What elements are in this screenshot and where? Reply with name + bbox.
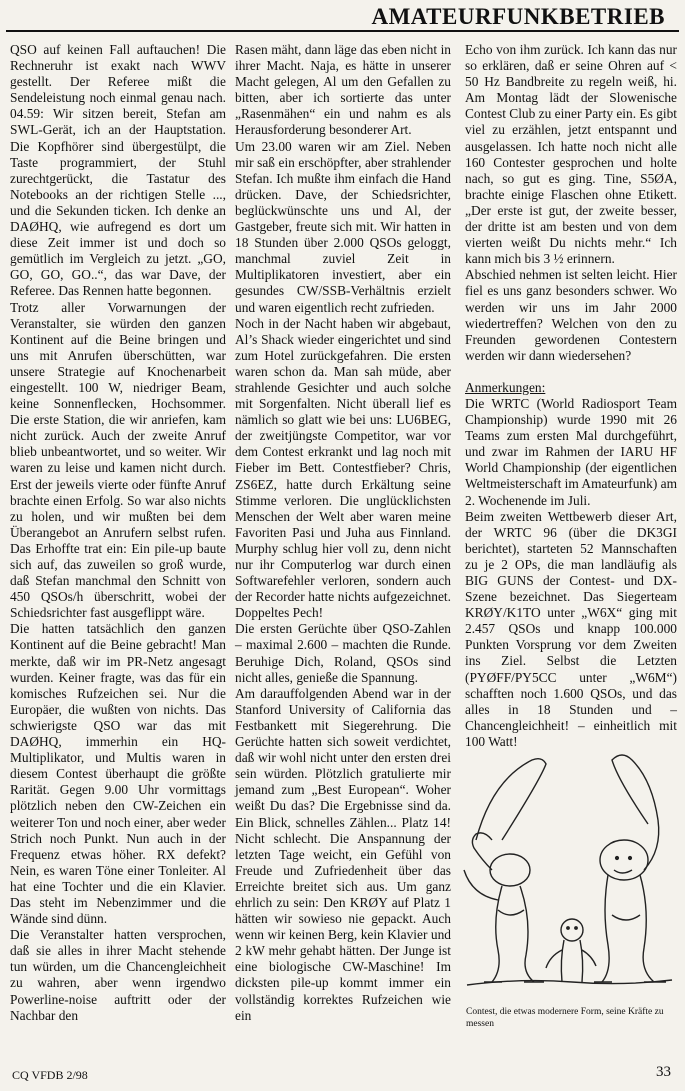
paragraph: Echo von ihm zurück. Ich kann das nur so erklären, daß er seine Ohren auf < 50 Hz Bandbreite zu regeln weiß, hi. Am Montag lädt der Slowenische Contest Club zu einer Party ein. Es gibt viel zu erzählen, jetzt entspannt und ausgelassen. Ich hatte noch nicht alle 160 Contester gesprochen und holte nach, so gut es ging. Tine, S5ØA, brachte einige Flaschen ohne Etikett. „Der erste ist gut, der zweite besser, der dritte ist am besten und von dem vierten weißt Du nichts mehr.“ Ich kann mich bis 3 ½ erinnern.	[465, 42, 677, 267]
caveman-cartoon-illustration	[462, 720, 677, 1000]
paragraph: Die hatten tatsächlich den ganzen Kontinent auf die Beine gebracht! Man merkte, daß wir im PR-Netz angesagt wurden. Keiner fragte, was das für ein komisches Rufzeichen sei. Nur die Europäer, die wußten von nichts. Das schwierigste QSO war das mit DAØHQ, immerhin ein HQ-Multiplikator, und Multis waren in diesem Contest überhaupt die größte Rarität. Gegen 9.00 Uhr vormittags plötzlich neben den CW-Zeichen ein weiterer Ton und noch einer, aber weder Strich noch Punkt. Nun auch in der Frequenz etwas höher. RX defekt? Nein, es waren Töne einer Tonleiter. Al hat eine Tochter und die ein Klavier. Das steht im Nebenzimmer und die Wände sind dünn.	[10, 621, 226, 927]
page-header	[6, 6, 679, 34]
paragraph: Um 23.00 waren wir am Ziel. Neben mir saß ein erschöpfter, aber strahlender Stefan. Ich mußte ihm einfach die Hand drücken. Dave, der Schiedsrichter, beglückwünschte uns und Al, der Gastgeber, freute sich mit. Wir hatten in 18 Stunden über 2.000 QSOs geloggt, manchmal zuviel Zeit in Multiplikatoren investiert, aber ein gesundes CW/SSB-Verhältnis erzielt und waren eigentlich recht zufrieden.	[235, 138, 451, 315]
text-column-2	[235, 42, 451, 1024]
text-column-1	[10, 42, 226, 1024]
paragraph: Trotz aller Vorwarnungen der Veranstalter, sie würden den ganzen Kontinent auf die Beine bringen und uns mit Anrufen überschütten, war unsere Strategie auf Knochenarbeit eingestellt. 100 W, niedriger Beam, keine Sonnenflecken, Hochsommer. Die erste Station, die wir anriefen, kam nicht zurück. Auch der zweite Anruf blieb unbeantwortet, und so weiter. Wir waren zu leise und kamen nicht durch. Erst der jeweils vierte oder fünfte Anruf brachte einen Erfolg. So war also nichts zu holen, und wir mußten bei dem Überangebot an Anrufern selbst rufen. Das Erhoffte trat ein: Ein pile-up baute sich auf, das zuweilen so groß wurde, daß Stefan manchmal den Schnitt von 450 QSOs/h überschritt, wobei der Schiedsrichter fast ausgeflippt wäre.	[10, 299, 226, 621]
paragraph: Am darauffolgenden Abend war in der Stanford University of California das Festbankett mit Siegerehrung. Die Gerüchte hatten sich soweit verdichtet, daß wir wohl nicht unter den ersten drei sein würden. Plötzlich gratulierte mir jemand zum „Best European“. Woher weißt Du das? Die Ergebnisse sind da. Ein Blick, schnelles Zählen... Platz 14! Nicht schlecht. Die Anspannung der letzten Tage weicht, ein Gefühl von Freude und Zufriedenheit über das Erreichte breitet sich aus. Um ganz ehrlich zu sein: Den KRØY auf Platz 1 hätten wir sowieso nie gepackt. Auch wenn wir keinen Berg, kein Klavier und 2 kW mehr gehabt hätten. Der Junge ist eine biologische CW-Maschine! Im dicksten pile-up kommt immer ein vollständig korrektes Rufzeichen wie ein	[235, 685, 451, 1023]
paragraph: Die ersten Gerüchte über QSO-Zahlen – maximal 2.600 – machten die Runde. Beruhige Dich, Roland, QSOs sind nicht alles, genieße die Spannung.	[235, 621, 451, 685]
paragraph: Noch in der Nacht haben wir abgebaut, Al’s Shack wieder eingerichtet und sind zum Hotel zurückgefahren. Die ersten waren schon da. Man sah müde, aber strahlende Gesichter und auch solche mit Sorgenfalten. Nicht überall lief es nämlich so glatt wie bei uns: LU6BEG, der zweitjüngste Competitor, war vor dem Contest erkrankt und lag noch mit Fieber im Bett. Contestfieber? Chris, ZS6EZ, hatte durch Erkältung seine Stimme verloren. Die unglücklichsten Menschen der Welt aber waren meine Favoriten Pasi und Juha aus Finnland. Murphy schlug hier voll zu, denn nicht nur ihr Computerlog war durch einen Softwarefehler verloren, sondern auch der Recorder hatte nichts aufgezeichnet. Doppeltes Pech!	[235, 315, 451, 621]
note-paragraph: Beim zweiten Wettbewerb dieser Art, der WRTC 96 (über die DK3GI berichtet), starteten 52 Mannschaften zu je 2 OPs, die man landläufig als BIG GUNS der Contest- und DX-Szene bezeichnet. Das Siegerteam KRØY/K1TO unter „W6X“ ging mit 2.457 QSOs und knapp 100.000 Punkten Vorsprung vor dem Zweiten ins Ziel. Selbst die Letzten (PYØFF/PY5CC unter „W6M“) schafften noch 1.600 QSOs, und das alles in 18 Stunden und – Chancengleichheit! – einheitlich mit 100 Watt!	[465, 508, 677, 749]
notes-heading: Anmerkungen:	[465, 379, 546, 395]
paragraph: QSO auf keinen Fall auftauchen! Die Rechneruhr ist exakt nach WWV gestellt. Der Referee mißt die Sendeleistung noch einmal genau nach. 04.59: Wir sitzen bereit, Stefan am SWL-Gerät, ich an der Hauptstation. Die Kopfhörer sind übergestülpt, die Taste programmiert, der Stuhl zurechtgerückt, die Tastatur des Notebooks an der richtigen Stelle ..., und die Sekunden ticken. Ich denke an DAØHQ, wie aufregend es dort um diese Zeit immer ist und doch so gemütlich im Vergleich zu jetzt. „GO, GO, GO, GO..“, das war Dave, der Referee. Das Rennen hatte begonnen.	[10, 42, 226, 299]
note-paragraph: Die WRTC (World Radiosport Team Championship) wurde 1990 mit 26 Teams zum ersten Mal durchgeführt, und zwar im Rahmen der IARU HF World Championship (der eigentlichen Weltmeisterschaft im Amateurfunk) am 2. Wochenende im Juli.	[465, 395, 677, 508]
cartoon-caption: Contest, die etwas modernere Form, seine Kräfte zu messen	[466, 1007, 664, 1029]
journal-issue: CQ VFDB 2/98	[12, 1068, 88, 1082]
section-title: AMATEURFUNKBETRIEB	[371, 4, 665, 29]
paragraph: Die Veranstalter hatten versprochen, daß sie alles in ihrer Macht stehende tun würden, um die Chancengleichheit zu wahren, aber wenn irgendwo Powerline-noise auftritt oder der Nachbar den	[10, 927, 226, 1023]
text-column-3	[465, 42, 677, 750]
page-number: 33	[656, 1064, 671, 1080]
header-rule	[6, 30, 679, 32]
paragraph: Rasen mäht, dann läge das eben nicht in ihrer Macht. Naja, es hätte in unserer Macht gelegen, Al um den Gefallen zu bitten, aber ich sortierte das unter „Rasenmähen“ ein und nahm es als Herausforderung besonderer Art.	[235, 42, 451, 138]
paragraph: Abschied nehmen ist selten leicht. Hier fiel es uns ganz besonders schwer. Wo werden wir uns im Jahr 2000 wiedertreffen? Welchen von den zu Freunden gewordenen Contestern werden wir dann wiedersehen?	[465, 267, 677, 363]
